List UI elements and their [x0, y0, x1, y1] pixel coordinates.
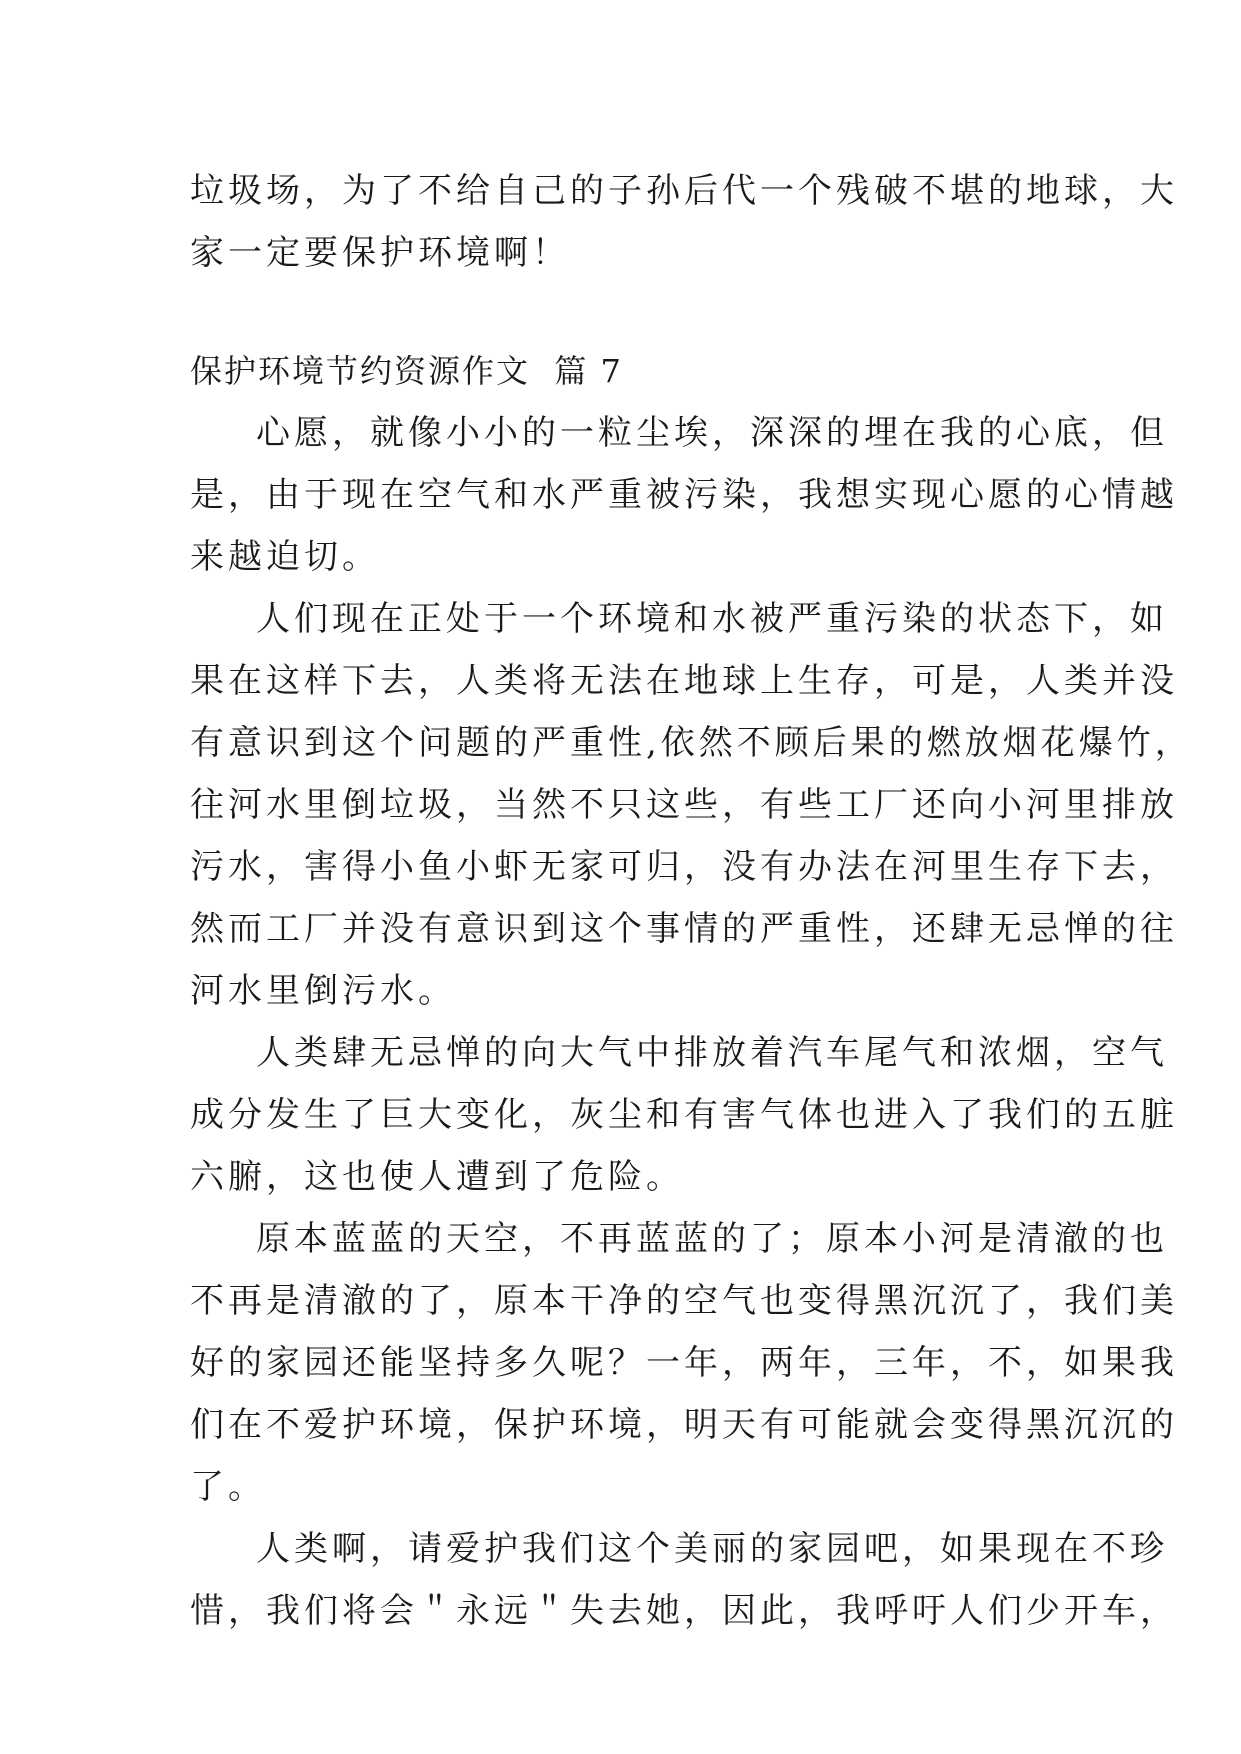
body-text-line: 不再是清澈的了，原本干净的空气也变得黑沉沉了，我们美 — [190, 1281, 1178, 1321]
section-title: 保护环境节约资源作文 篇 7 — [190, 352, 623, 390]
body-text-line: 人类啊，请爱护我们这个美丽的家园吧，如果现在不珍 — [256, 1529, 1168, 1569]
body-text-line: 们在不爱护环境，保护环境，明天有可能就会变得黑沉沉的 — [190, 1405, 1178, 1445]
body-text-line: 人类肆无忌惮的向大气中排放着汽车尾气和浓烟，空气 — [256, 1033, 1168, 1073]
paragraph — [190, 1022, 1178, 1208]
body-text-line: 然而工厂并没有意识到这个事情的严重性，还肆无忌惮的往 — [190, 909, 1178, 949]
body-text-line: 原本蓝蓝的天空，不再蓝蓝的了；原本小河是清澈的也 — [256, 1219, 1168, 1259]
body-text-line: 污水，害得小鱼小虾无家可归，没有办法在河里生存下去， — [190, 847, 1178, 887]
body-text-line: 了。 — [190, 1467, 266, 1507]
paragraph — [190, 1208, 1178, 1518]
body-text-line: 河水里倒污水。 — [190, 971, 456, 1011]
body-text-line: 是，由于现在空气和水严重被污染，我想实现心愿的心情越 — [190, 475, 1178, 515]
body-text-line: 六腑，这也使人遭到了危险。 — [190, 1157, 684, 1197]
body-text-line: 成分发生了巨大变化，灰尘和有害气体也进入了我们的五脏 — [190, 1095, 1178, 1135]
body-text-line: 惜，我们将会＂永远＂失去她，因此，我呼吁人们少开车， — [190, 1591, 1178, 1631]
body-text-line: 人们现在正处于一个环境和水被严重污染的状态下，如 — [256, 599, 1168, 639]
body-text-line: 往河水里倒垃圾，当然不只这些，有些工厂还向小河里排放 — [190, 785, 1178, 825]
body-text-line: 有意识到这个问题的严重性,依然不顾后果的燃放烟花爆竹， — [190, 723, 1193, 763]
paragraph — [190, 402, 1178, 588]
body-text-line: 家一定要保护环境啊！ — [190, 233, 570, 273]
body-text-line: 好的家园还能坚持多久呢？一年，两年，三年，不，如果我 — [190, 1343, 1178, 1383]
body-text-line: 果在这样下去，人类将无法在地球上生存，可是，人类并没 — [190, 661, 1178, 701]
body-text-line: 来越迫切。 — [190, 537, 380, 577]
paragraph — [190, 588, 1193, 1022]
body-text-line: 心愿，就像小小的一粒尘埃，深深的埋在我的心底，但 — [256, 413, 1168, 453]
body-text-line: 垃圾场，为了不给自己的子孙后代一个残破不堪的地球，大 — [190, 171, 1178, 211]
paragraph — [190, 1518, 1178, 1642]
document-page — [190, 160, 1193, 1642]
